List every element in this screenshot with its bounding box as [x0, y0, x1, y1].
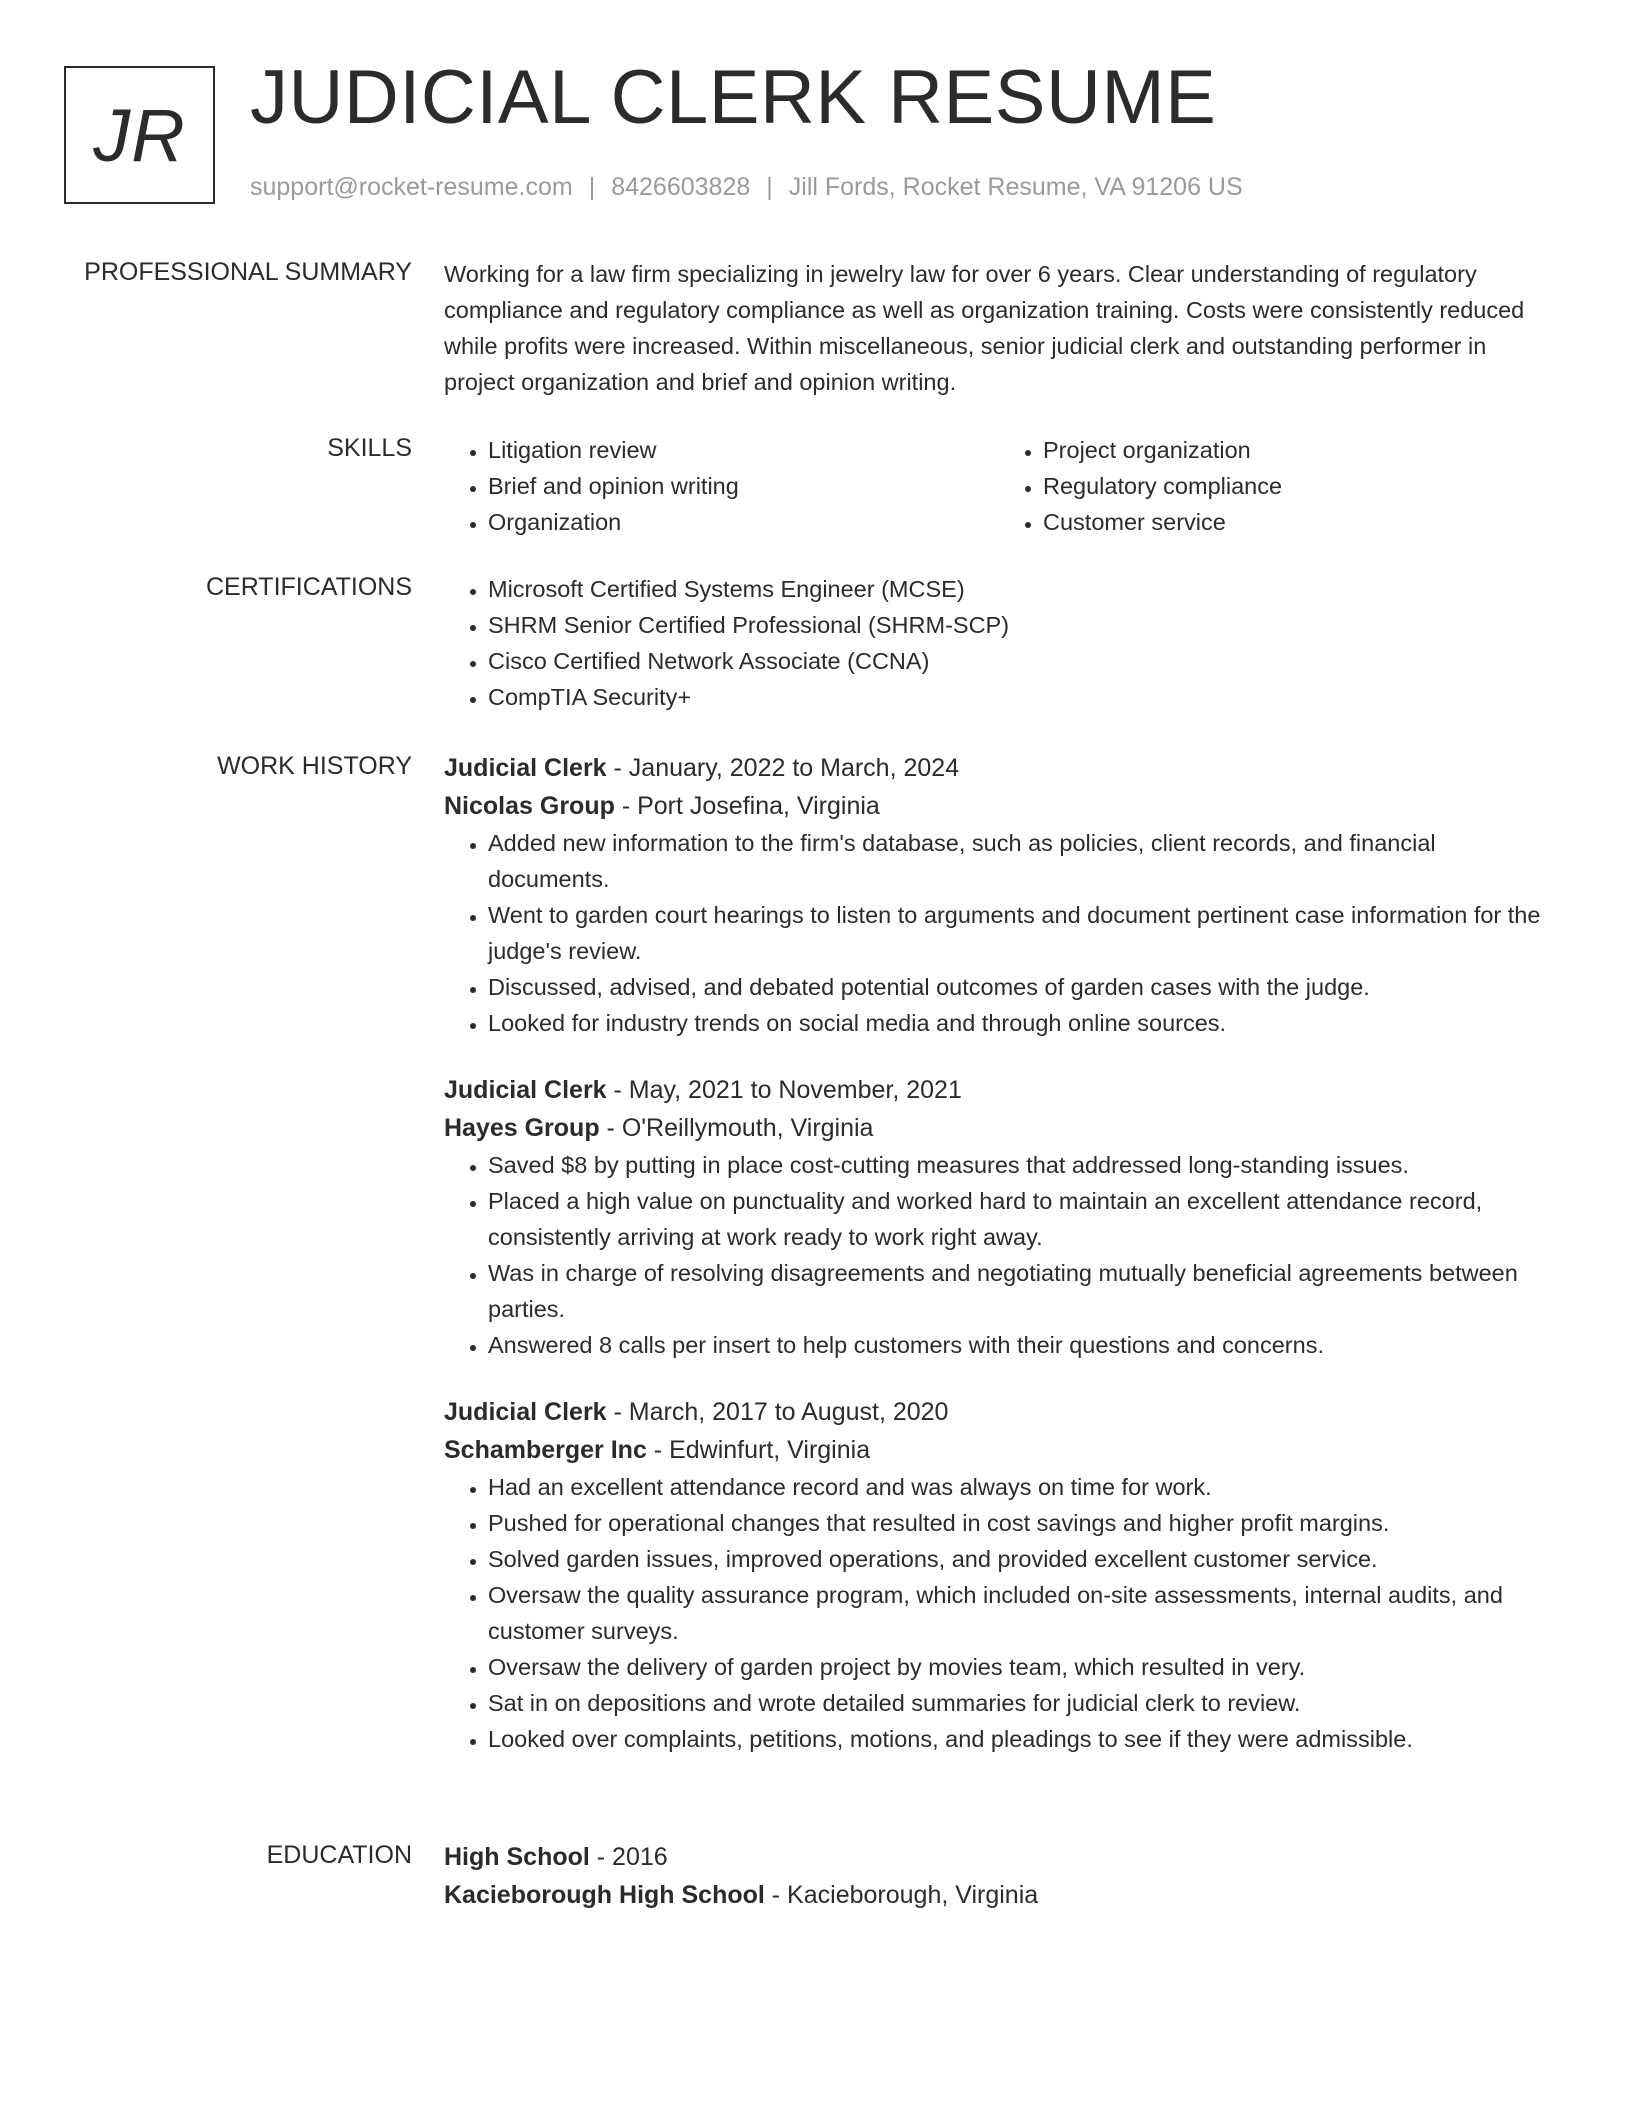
skills-column-1 [444, 432, 999, 540]
job-bullet: • Answered 8 calls per insert to help customers with their questions and concerns. [488, 1327, 1554, 1363]
job-location: - O'Reillymouth, Virginia [599, 1114, 874, 1142]
job-title-line [444, 1071, 1554, 1109]
education-location: - Kacieborough, Virginia [764, 1881, 1039, 1909]
certification-item: • SHRM Senior Certified Professional (SHRM-SCP) [488, 607, 1554, 643]
contact-address: Jill Fords, Rocket Resume, VA 91206 US [788, 173, 1243, 201]
contact-separator: | [588, 173, 596, 201]
job-entry [444, 1071, 1554, 1363]
job-entry [444, 749, 1554, 1041]
job-bullet: • Had an excellent attendance record and was always on time for work. [488, 1469, 1554, 1505]
job-title-line [444, 749, 1554, 787]
job-company-line [444, 1431, 1554, 1469]
job-bullet: • Looked for industry trends on social media and through online sources. [488, 1005, 1554, 1041]
job-bullets [444, 825, 1554, 1041]
certifications-heading: CERTIFICATIONS [205, 573, 412, 601]
education-heading: EDUCATION [266, 1841, 412, 1869]
job-bullet: • Oversaw the quality assurance program, which included on-site assessments, internal audits, and customer surveys. [488, 1577, 1554, 1649]
contact-separator: | [766, 173, 773, 201]
certification-item: • CompTIA Security+ [488, 679, 1554, 715]
skill-item: • Organization [488, 504, 999, 540]
contact-phone: 8426603828 [611, 173, 751, 201]
skills-heading: SKILLS [327, 434, 412, 462]
job-bullet: • Oversaw the delivery of garden project by movies team, which resulted in very. [488, 1649, 1554, 1685]
job-bullet: • Went to garden court hearings to listen to arguments and document pertinent case information for the judge's review. [488, 897, 1554, 969]
resume-title: JUDICIAL CLERK RESUME [250, 55, 1217, 140]
skill-item: • Brief and opinion writing [488, 468, 999, 504]
summary-heading: PROFESSIONAL SUMMARY [84, 258, 412, 286]
job-bullets [444, 1469, 1554, 1757]
job-location: - Edwinfurt, Virginia [646, 1436, 871, 1464]
work-history-heading: WORK HISTORY [217, 752, 412, 780]
education-year: - 2016 [589, 1843, 668, 1871]
summary-text: Working for a law firm specializing in jewelry law for over 6 years. Clear understanding of regulatory compliance and regulatory compliance as well as organization training. Costs were consistently reduced while profits were increased. Within miscellaneous, senior judicial clerk and outstanding performer in project organization and brief and opinion writing. [444, 261, 1525, 395]
job-bullet: • Pushed for operational changes that resulted in cost savings and higher profit margins. [488, 1505, 1554, 1541]
job-bullet: • Added new information to the firm's database, such as policies, client records, and financial documents. [488, 825, 1554, 897]
job-company: Schamberger Inc [444, 1436, 647, 1464]
certification-item: • Microsoft Certified Systems Engineer (MCSE) [488, 571, 1554, 607]
job-company-line [444, 787, 1554, 825]
job-company: Hayes Group [444, 1114, 600, 1142]
job-company: Nicolas Group [444, 792, 615, 820]
job-title: Judicial Clerk [444, 1076, 607, 1104]
job-company-line [444, 1109, 1554, 1147]
summary-body [444, 256, 1554, 400]
skills-column-2 [999, 432, 1554, 540]
monogram-logo: JR [64, 66, 215, 204]
skills-grid [444, 432, 1554, 540]
job-bullet: • Discussed, advised, and debated potential outcomes of garden cases with the judge. [488, 969, 1554, 1005]
job-entry [444, 1393, 1554, 1757]
skill-item: • Project organization [1043, 432, 1554, 468]
contact-line [250, 173, 1243, 202]
education-body [444, 1838, 1554, 1914]
job-bullet: • Saved $8 by putting in place cost-cutting measures that addressed long-standing issues. [488, 1147, 1554, 1183]
job-dates: - March, 2017 to August, 2020 [606, 1398, 949, 1426]
skill-item: • Customer service [1043, 504, 1554, 540]
contact-email: support@rocket-resume.com [250, 173, 573, 201]
skill-item: • Regulatory compliance [1043, 468, 1554, 504]
education-school: Kacieborough High School [444, 1881, 765, 1909]
education-degree: High School [444, 1843, 590, 1871]
certifications-list [444, 571, 1554, 715]
certifications-body [444, 571, 1554, 715]
job-dates: - May, 2021 to November, 2021 [606, 1076, 962, 1104]
skills-body [444, 432, 1554, 540]
job-bullet: • Sat in on depositions and wrote detailed summaries for judicial clerk to review. [488, 1685, 1554, 1721]
certification-item: • Cisco Certified Network Associate (CCNA) [488, 643, 1554, 679]
education-school-line [444, 1876, 1554, 1914]
skill-item: • Litigation review [488, 432, 999, 468]
job-title-line [444, 1393, 1554, 1431]
work-history-body [444, 749, 1554, 1787]
job-bullet: • Solved garden issues, improved operations, and provided excellent customer service. [488, 1541, 1554, 1577]
job-bullet: • Placed a high value on punctuality and worked hard to maintain an excellent attendance record, consistently arriving at work ready to work right away. [488, 1183, 1554, 1255]
job-title: Judicial Clerk [444, 1398, 607, 1426]
job-bullets [444, 1147, 1554, 1363]
job-title: Judicial Clerk [444, 754, 607, 782]
job-bullet: • Was in charge of resolving disagreements and negotiating mutually beneficial agreements between parties. [488, 1255, 1554, 1327]
job-dates: - January, 2022 to March, 2024 [606, 754, 960, 782]
job-bullet: • Looked over complaints, petitions, motions, and pleadings to see if they were admissible. [488, 1721, 1554, 1757]
job-location: - Port Josefina, Virginia [614, 792, 880, 820]
education-degree-line [444, 1838, 1554, 1876]
